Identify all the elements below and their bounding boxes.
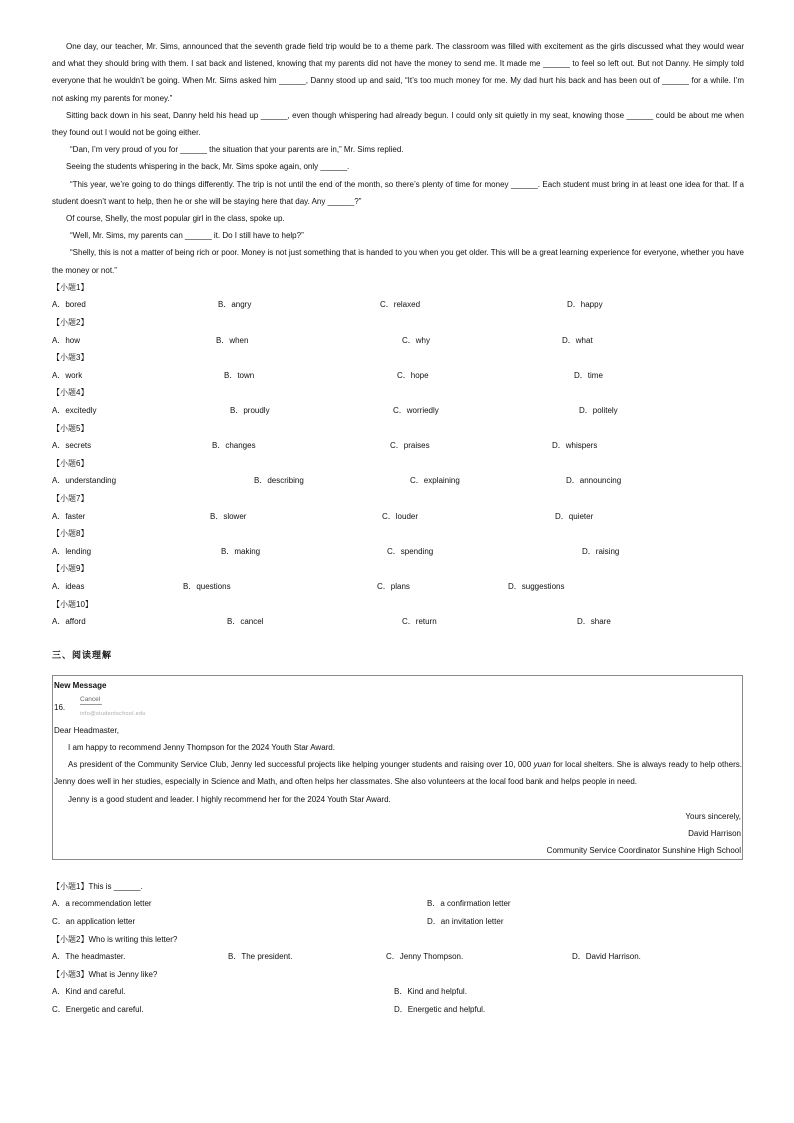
option-d[interactable]: D．share [577, 617, 611, 627]
option-row [52, 472, 744, 490]
question-block [52, 420, 744, 455]
option-row [52, 367, 744, 385]
passage-paragraph: Of course, Shelly, the most popular girl in the class, spoke up. [66, 214, 285, 224]
option-d[interactable]: D．politely [579, 406, 618, 415]
option-row [52, 613, 744, 631]
signer-name: David Harrison [688, 828, 741, 838]
reading-questions [52, 878, 744, 1019]
cancel-button[interactable]: Cancel [80, 695, 101, 703]
option-a[interactable]: A．Kind and careful. [52, 987, 126, 997]
option-a[interactable]: A．ideas [52, 581, 85, 591]
signer-role: Community Service Coordinator Sunshine High School [546, 846, 741, 856]
option-c[interactable]: C．praises [390, 441, 430, 451]
question-label: 【小题5】 [52, 423, 89, 433]
option-b[interactable]: B．Kind and helpful. [394, 987, 467, 997]
message-box [52, 675, 743, 860]
option-c[interactable]: C．louder [382, 511, 419, 521]
closing: Yours sincerely, [685, 811, 741, 821]
question-block [52, 878, 744, 931]
question-block [52, 525, 744, 560]
option-b[interactable]: B．proudly [230, 406, 270, 415]
option-row [52, 895, 744, 913]
option-c[interactable]: C．hope [397, 370, 429, 380]
option-a[interactable]: A．secrets [52, 441, 92, 451]
passage-paragraph: “Well, Mr. Sims, my parents can ______ it. Do I still have to help?” [70, 231, 304, 241]
letter-paragraph [54, 756, 742, 790]
option-d[interactable]: D．time [574, 370, 603, 380]
option-row [52, 948, 744, 966]
option-d[interactable]: D．an invitation letter [427, 916, 504, 926]
letter-text: for local shelters. She is always ready to help others. Jenny does well in her studies, especially in Science and Math, and often helps her classmates. She also volunteers at the local food bank and helps people in need. [54, 760, 742, 787]
divider [80, 704, 102, 705]
question-label: 【小题10】 [52, 599, 93, 609]
option-c[interactable]: C．why [402, 335, 431, 345]
option-a[interactable]: A．how [52, 335, 81, 345]
greeting: Dear Headmaster, [54, 725, 119, 735]
question-block [52, 560, 744, 595]
option-d[interactable]: D．announcing [566, 476, 622, 486]
option-c[interactable]: C．plans [377, 581, 410, 591]
option-b[interactable]: B．cancel [227, 617, 264, 627]
option-c[interactable]: C．relaxed [380, 300, 421, 310]
option-a[interactable]: A．bored [52, 300, 86, 310]
option-row [52, 402, 744, 420]
letter-text: As president of the Community Service Club, Jenny led successful projects like helping younger students and raising over 10, 000 [68, 760, 534, 770]
message-body [54, 722, 742, 860]
question-label: 【小题8】 [52, 529, 89, 539]
worksheet-page [52, 38, 744, 1018]
message-title: New Message [54, 680, 107, 690]
option-d[interactable]: D．suggestions [508, 581, 565, 591]
option-row [52, 437, 744, 455]
passage-paragraph: “Dan, I’m very proud of you for ______ the situation that your parents are in,” Mr. Sims replied. [70, 145, 404, 155]
option-d[interactable]: D．what [562, 335, 593, 345]
option-c[interactable]: C．return [402, 617, 437, 627]
recipient-address: info@studentschool.edu [80, 710, 146, 717]
question-label: 【小题4】 [52, 388, 89, 398]
question-block [52, 384, 744, 419]
question-block [52, 279, 744, 314]
question-label: 【小题7】 [52, 493, 89, 503]
option-a[interactable]: A．excitedly [52, 406, 97, 415]
letter-paragraph: I am happy to recommend Jenny Thompson for the 2024 Youth Star Award. [68, 742, 335, 752]
option-b[interactable]: B．when [216, 335, 249, 345]
passage-paragraph: Sitting back down in his seat, Danny held his head up ______, even though whispering had already begun. I could only sit quietly in my seat, knowing those ______ could be about me when they found out I would not be going either. [52, 110, 744, 138]
currency-word: yuan [533, 760, 551, 770]
option-a[interactable]: A．a recommendation letter [52, 899, 152, 909]
passage-paragraph: “This year, we’re going to do things differently. The trip is not until the end of the month, so there’s plenty of time for money ______. Each student must bring in at least one idea for that. If a student doesn’t want to help, then he or she will be staying here that day. Any ______?” [52, 179, 744, 206]
option-b[interactable]: B．slower [210, 511, 247, 521]
option-a[interactable]: A．lending [52, 546, 92, 556]
passage-paragraph: “Shelly, this is not a matter of being rich or poor. Money is not just something that is handed to you when you get older. This will be a great learning experience for everyone, whether you have the money or not.” [52, 248, 744, 275]
section-title: 三、阅读理解 [52, 649, 113, 660]
option-b[interactable]: B．angry [218, 300, 252, 310]
question-number: 16. [54, 702, 66, 712]
question-label: 【小题3】 [52, 353, 89, 363]
option-d[interactable]: D．Energetic and helpful. [394, 1004, 486, 1014]
passage-paragraph: One day, our teacher, Mr. Sims, announced that the seventh grade field trip would be to a theme park. The classroom was filled with excitement as the girls discussed what they would wear and what they should bring with them. I sat back and listened, knowing that my parents did not have the money to send me. It made me ______ to feel so left out. But not Danny. He simply told everyone that he wouldn’t be going. When Mr. Sims asked him ______, Danny stood up and said, “It’s too much money for me. My dad hurt his back and has been out of ______ for a while. I’m not asking my parents for money.” [52, 42, 744, 103]
option-c[interactable]: C．worriedly [393, 406, 439, 415]
option-row [52, 543, 744, 561]
passage-paragraph: Seeing the students whispering in the back, Mr. Sims spoke again, only ______. [66, 162, 350, 172]
question-block [52, 455, 744, 490]
question-block [52, 966, 744, 1019]
option-b[interactable]: B．changes [212, 441, 256, 451]
option-d[interactable]: D．quieter [555, 511, 594, 521]
option-row [52, 508, 744, 526]
option-d[interactable]: D．raising [582, 546, 620, 556]
option-d[interactable]: D．happy [567, 300, 603, 310]
question-label: 【小题2】Who is writing this letter? [52, 934, 178, 944]
option-a[interactable]: A．work [52, 370, 83, 380]
option-a[interactable]: A．faster [52, 511, 86, 521]
option-c[interactable]: C．explaining [410, 476, 460, 486]
question-label: 【小题3】What is Jenny like? [52, 969, 158, 979]
option-b[interactable]: B．questions [183, 581, 231, 591]
option-d[interactable]: D．whispers [552, 441, 598, 451]
question-block [52, 596, 744, 631]
question-label: 【小题2】 [52, 318, 89, 328]
option-c[interactable]: C．Jenny Thompson. [386, 952, 464, 962]
option-row [52, 1001, 744, 1019]
option-row [52, 578, 744, 596]
option-c[interactable]: C．an application letter [52, 916, 136, 926]
cloze-passage [52, 38, 744, 279]
option-row [52, 332, 744, 350]
option-b[interactable]: B．a confirmation letter [427, 899, 511, 909]
option-row [52, 913, 744, 931]
option-d[interactable]: D．David Harrison. [572, 952, 641, 962]
option-c[interactable]: C．Energetic and careful. [52, 1004, 144, 1014]
option-row [52, 296, 744, 314]
option-row [52, 983, 744, 1001]
option-a[interactable]: A．understanding [52, 476, 117, 486]
question-block [52, 931, 744, 966]
question-label: 【小题1】 [52, 282, 89, 292]
letter-paragraph: Jenny is a good student and leader. I highly recommend her for the 2024 Youth Star Award. [68, 794, 391, 804]
question-label: 【小题6】 [52, 458, 89, 468]
option-b[interactable]: B．The president. [228, 952, 293, 962]
question-block [52, 314, 744, 349]
question-label: 【小题9】 [52, 564, 89, 574]
question-label: 【小题1】This is ______. [52, 881, 143, 891]
option-a[interactable]: A．The headmaster. [52, 952, 126, 962]
option-c[interactable]: C．spending [387, 546, 434, 556]
option-b[interactable]: B．describing [254, 476, 304, 486]
option-a[interactable]: A．afford [52, 617, 86, 627]
question-block [52, 349, 744, 384]
option-b[interactable]: B．town [224, 370, 255, 380]
question-block [52, 490, 744, 525]
cloze-questions [52, 279, 744, 631]
option-b[interactable]: B．making [221, 546, 261, 556]
